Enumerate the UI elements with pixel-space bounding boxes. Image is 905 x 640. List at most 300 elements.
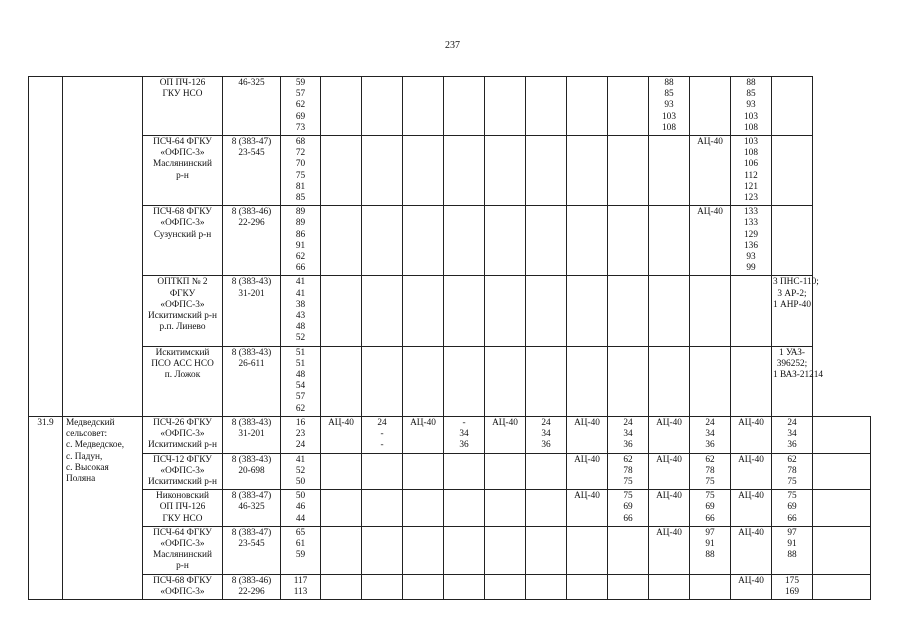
phone-cell-line: 8 (383-47) (231, 527, 272, 538)
resource-cell (567, 206, 608, 276)
row-number-cell (29, 77, 63, 417)
unit-name-cell-line: ФГКУ (169, 288, 196, 299)
phone-cell-line: 8 (383-47) (231, 491, 272, 502)
resource-cell (649, 77, 690, 136)
phone-cell-line: 22-296 (238, 218, 265, 229)
resource-cell-line: АЦ-40 (574, 491, 600, 502)
phone-cell (223, 276, 281, 346)
resource-cell (813, 416, 871, 453)
distance-cell-line: 86 (295, 229, 306, 240)
equipment-cell-line: 3 ПНС-110; (773, 277, 819, 288)
distance-cell-line: 70 (295, 159, 306, 170)
distance-cell-line: 57 (295, 392, 306, 403)
resource-cell-line: 88 (705, 550, 715, 561)
unit-name-cell-line: Маслянинский (153, 159, 212, 170)
resource-cell (567, 346, 608, 416)
resource-cell-line: 24 (377, 417, 387, 428)
resource-cell-line: АЦ-40 (738, 454, 764, 465)
distance-cell-line: 44 (295, 513, 306, 524)
resource-cell (608, 276, 649, 346)
resource-cell-line: 36 (541, 440, 551, 451)
resource-cell (526, 574, 567, 599)
table-row (29, 416, 871, 453)
resource-cell-line: 36 (623, 440, 633, 451)
resource-cell (403, 490, 444, 527)
resource-cell (567, 574, 608, 599)
resource-cell (485, 526, 526, 574)
resource-cell-line: 24 (705, 417, 715, 428)
resource-cell (321, 526, 362, 574)
resource-cell (526, 416, 567, 453)
distance-cell-line: 57 (295, 89, 306, 100)
resource-cell (485, 346, 526, 416)
resource-cell-line: АЦ-40 (574, 454, 600, 465)
resource-cell-line: АЦ-40 (738, 491, 764, 502)
resource-cell-line: 106 (744, 159, 758, 170)
resource-cell (731, 77, 772, 136)
resource-cell-line: 75 (623, 476, 633, 487)
phone-cell-line: 26-611 (238, 358, 265, 369)
resource-cell-line: 133 (744, 207, 758, 218)
resource-cell-line: АЦ-40 (492, 417, 518, 428)
resource-cell-line: АЦ-40 (738, 417, 764, 428)
equipment-cell (772, 136, 813, 206)
phone-cell-line: 31-201 (238, 288, 265, 299)
table-row (29, 136, 871, 206)
resource-cell-line: 136 (744, 240, 758, 251)
unit-name-cell-line: Маслянинский (153, 550, 212, 561)
resource-cell (362, 416, 403, 453)
distance-cell (281, 490, 321, 527)
unit-name-cell-line: ГКУ НСО (162, 513, 203, 524)
unit-name-cell-line: ПСО АСС НСО (151, 358, 214, 369)
resource-cell (485, 136, 526, 206)
distance-cell (281, 346, 321, 416)
unit-name-cell-line: р-н (176, 170, 189, 181)
unit-name-cell-line: ПСЧ-26 ФГКУ (153, 417, 212, 428)
distance-cell-line: 62 (295, 403, 306, 414)
resource-cell (403, 276, 444, 346)
resource-cell (772, 574, 813, 599)
resource-cell-line: 34 (705, 429, 715, 440)
resource-cell (731, 206, 772, 276)
fire-units-table (28, 76, 871, 600)
resource-cell (772, 453, 813, 490)
resource-cell (321, 490, 362, 527)
distance-cell-line: 117 (293, 575, 308, 586)
distance-cell-line: 89 (295, 207, 306, 218)
resource-cell-line: 97 (787, 527, 797, 538)
distance-cell-line: 51 (295, 358, 306, 369)
unit-name-cell (143, 574, 223, 599)
resource-cell (608, 77, 649, 136)
distance-cell-line: 50 (295, 476, 306, 487)
resource-cell-line: 75 (705, 491, 715, 502)
resource-cell (731, 416, 772, 453)
resource-cell (403, 136, 444, 206)
distance-cell-line: 69 (295, 111, 306, 122)
resource-cell-line: 88 (787, 550, 797, 561)
resource-cell-line: 108 (662, 122, 676, 133)
resource-cell (567, 453, 608, 490)
resource-cell-line: 75 (623, 491, 633, 502)
resource-cell (608, 526, 649, 574)
distance-cell-line: 46 (295, 502, 306, 513)
unit-name-cell (143, 416, 223, 453)
table-row (29, 346, 871, 416)
resource-cell (731, 574, 772, 599)
resource-cell-line: - (380, 429, 384, 440)
phone-cell-line: 8 (383-43) (231, 417, 272, 428)
unit-name-cell-line: «ОФПС-3» (160, 218, 205, 229)
resource-cell-line: 78 (705, 465, 715, 476)
resource-cell (649, 346, 690, 416)
phone-cell-line: 20-698 (238, 465, 265, 476)
resource-cell (649, 526, 690, 574)
unit-name-cell-line: ПСЧ-12 ФГКУ (153, 454, 212, 465)
equipment-cell-line: 1 АНР-40 (773, 299, 811, 310)
resource-cell (444, 77, 485, 136)
settlement-cell-line: с. Падун, (66, 451, 103, 462)
phone-cell-line: 8 (383-43) (231, 347, 272, 358)
resource-cell-line: 123 (744, 193, 758, 204)
resource-cell (649, 574, 690, 599)
resource-cell (362, 276, 403, 346)
resource-cell (526, 206, 567, 276)
phone-cell (223, 136, 281, 206)
resource-cell (444, 490, 485, 527)
table-row (29, 526, 871, 574)
resource-cell (321, 346, 362, 416)
equipment-cell-line: 3 АР-2; (777, 288, 807, 299)
unit-name-cell-line: «ОФПС-3» (160, 538, 205, 549)
resource-cell-line: 103 (744, 111, 758, 122)
resource-cell (321, 453, 362, 490)
resource-cell (526, 346, 567, 416)
distance-cell-line: 62 (295, 252, 306, 263)
table-row (29, 490, 871, 527)
unit-name-cell-line: ПСЧ-68 ФГКУ (153, 575, 212, 586)
resource-cell-line: - (380, 440, 384, 451)
resource-cell (403, 416, 444, 453)
unit-name-cell (143, 77, 223, 136)
resource-cell (772, 490, 813, 527)
resource-cell (526, 77, 567, 136)
settlement-cell-line: Медведский (66, 417, 115, 428)
phone-cell-line: 46-325 (238, 78, 265, 88)
distance-cell-line: 48 (295, 370, 306, 381)
resource-cell-line: 75 (787, 476, 797, 487)
resource-cell (362, 206, 403, 276)
phone-cell (223, 453, 281, 490)
resource-cell (403, 526, 444, 574)
distance-cell-line: 113 (293, 586, 308, 597)
resource-cell-line: АЦ-40 (410, 417, 436, 428)
phone-cell-line: 46-325 (238, 502, 265, 513)
distance-cell-line: 52 (295, 465, 306, 476)
resource-cell-line: 91 (705, 538, 715, 549)
row-number-cell (29, 416, 63, 599)
phone-cell-line: 23-545 (238, 538, 265, 549)
distance-cell (281, 574, 321, 599)
resource-cell-line: 66 (623, 513, 633, 524)
phone-cell-line: 8 (383-43) (231, 277, 272, 288)
resource-cell (485, 574, 526, 599)
resource-cell (485, 490, 526, 527)
unit-name-cell-line: Никоновский (156, 491, 209, 502)
resource-cell (567, 276, 608, 346)
unit-name-cell (143, 136, 223, 206)
unit-name-cell (143, 526, 223, 574)
distance-cell (281, 416, 321, 453)
distance-cell-line: 61 (295, 538, 306, 549)
resource-cell-line: 62 (787, 454, 797, 465)
resource-cell-line: 34 (787, 429, 797, 440)
table-row (29, 77, 871, 136)
resource-cell-line: АЦ-40 (574, 417, 600, 428)
resource-cell-line: 69 (623, 502, 633, 513)
resource-cell-line: АЦ-40 (697, 207, 723, 218)
phone-cell (223, 77, 281, 136)
resource-cell (731, 346, 772, 416)
distance-cell-line: 24 (295, 440, 306, 451)
resource-cell (608, 136, 649, 206)
distance-cell-line: 51 (295, 347, 306, 358)
resource-cell-line: АЦ-40 (738, 575, 764, 586)
resource-cell (690, 77, 731, 136)
distance-cell-line: 85 (295, 193, 306, 204)
resource-cell-line: 75 (787, 491, 797, 502)
resource-cell (608, 206, 649, 276)
phone-cell (223, 416, 281, 453)
resource-cell-line: 75 (705, 476, 715, 487)
resource-cell-line: 93 (664, 100, 674, 111)
distance-cell (281, 276, 321, 346)
distance-cell-line: 65 (295, 527, 306, 538)
resource-cell (567, 490, 608, 527)
resource-cell (321, 77, 362, 136)
resource-cell (485, 453, 526, 490)
equipment-cell (772, 346, 824, 416)
equipment-cell-line: 1 УАЗ- (778, 347, 805, 358)
resource-cell (444, 526, 485, 574)
resource-cell (403, 77, 444, 136)
resource-cell-line: 24 (623, 417, 633, 428)
resource-cell-line: АЦ-40 (738, 527, 764, 538)
resource-cell (772, 416, 813, 453)
resource-cell (690, 574, 731, 599)
resource-cell (731, 526, 772, 574)
distance-cell-line: 50 (295, 491, 306, 502)
resource-cell (444, 206, 485, 276)
resource-cell-line: 169 (785, 586, 799, 597)
resource-cell-line: 93 (746, 252, 756, 263)
resource-cell (526, 526, 567, 574)
unit-name-cell-line: Искитимский р-н (148, 440, 217, 451)
resource-cell-line: 108 (744, 148, 758, 159)
resource-cell (813, 574, 871, 599)
table-row (29, 453, 871, 490)
unit-name-cell-line: «ОФПС-3» (160, 465, 205, 476)
resource-cell-line: 103 (744, 137, 758, 148)
settlement-cell (63, 77, 143, 417)
unit-name-cell-line: ОПТКП № 2 (157, 277, 208, 288)
unit-name-cell-line: «ОФПС-3» (160, 429, 205, 440)
unit-name-cell-line: Искитимский р-н (148, 311, 217, 322)
resource-cell (485, 206, 526, 276)
resource-cell-line: 62 (623, 454, 633, 465)
resource-cell-line: АЦ-40 (697, 137, 723, 148)
resource-cell-line: 62 (705, 454, 715, 465)
resource-cell-line: 103 (662, 111, 676, 122)
resource-cell (608, 574, 649, 599)
equipment-cell-line: 396252; (776, 358, 808, 369)
resource-cell (649, 453, 690, 490)
unit-name-cell-line: ОП ПЧ-126 (159, 502, 206, 513)
resource-cell-line: 93 (746, 100, 756, 111)
unit-name-cell-line: «ОФПС-3» (160, 586, 205, 597)
resource-cell-line: 85 (664, 89, 674, 100)
distance-cell-line: 48 (295, 322, 306, 333)
distance-cell-line: 43 (295, 311, 306, 322)
resource-cell-line: 24 (787, 417, 797, 428)
distance-cell-line: 75 (295, 170, 306, 181)
resource-cell (608, 416, 649, 453)
distance-cell-line: 41 (295, 277, 306, 288)
resource-cell (813, 490, 871, 527)
settlement-cell-line: Поляна (66, 473, 96, 484)
resource-cell-line: 112 (744, 170, 758, 181)
resource-cell (362, 453, 403, 490)
resource-cell (526, 136, 567, 206)
resource-cell (362, 526, 403, 574)
resource-cell-line: АЦ-40 (656, 417, 682, 428)
resource-cell (690, 453, 731, 490)
distance-cell-line: 89 (295, 218, 306, 229)
unit-name-cell-line: Сузунский р-н (153, 229, 212, 240)
phone-cell-line: 22-296 (238, 586, 265, 597)
phone-cell (223, 346, 281, 416)
distance-cell-line: 81 (295, 181, 306, 192)
distance-cell-line: 59 (295, 78, 306, 88)
resource-cell (731, 490, 772, 527)
resource-cell-line: 34 (459, 429, 469, 440)
equipment-cell (772, 206, 813, 276)
resource-cell-line: 24 (541, 417, 551, 428)
resource-cell (444, 276, 485, 346)
resource-cell (690, 526, 731, 574)
page-number: 237 (445, 40, 460, 51)
phone-cell (223, 206, 281, 276)
resource-cell-line: 97 (705, 527, 715, 538)
resource-cell-line: АЦ-40 (656, 454, 682, 465)
resource-cell-line: АЦ-40 (328, 417, 354, 428)
settlement-cell-line: сельсовет: (66, 429, 108, 440)
phone-cell (223, 490, 281, 527)
resource-cell-line: 91 (787, 538, 797, 549)
resource-cell (526, 453, 567, 490)
settlement-cell-line: с. Медведское, (66, 440, 125, 451)
unit-name-cell (143, 346, 223, 416)
unit-name-cell-line: п. Ложок (164, 370, 201, 381)
resource-cell (608, 453, 649, 490)
resource-cell (403, 206, 444, 276)
resource-cell-line: 78 (623, 465, 633, 476)
resource-cell-line: 108 (744, 122, 758, 133)
distance-cell (281, 77, 321, 136)
distance-cell-line: 41 (295, 288, 306, 299)
resource-cell-line: 69 (787, 502, 797, 513)
resource-cell-line: 85 (746, 89, 756, 100)
resource-cell (690, 346, 731, 416)
resource-cell (321, 206, 362, 276)
unit-name-cell (143, 206, 223, 276)
resource-cell (731, 453, 772, 490)
distance-cell-line: 59 (295, 550, 306, 561)
resource-cell (813, 453, 871, 490)
unit-name-cell-line: ПСЧ-64 ФГКУ (153, 527, 212, 538)
equipment-cell-line: 1 ВАЗ-21214 (773, 370, 824, 381)
resource-cell-line: 88 (746, 78, 756, 88)
resource-cell-line: 66 (705, 513, 715, 524)
resource-cell (321, 416, 362, 453)
resource-cell (690, 136, 731, 206)
resource-cell-line: 88 (664, 78, 674, 88)
unit-name-cell-line: р.п. Линево (159, 322, 206, 333)
unit-name-cell-line: Искитимский р-н (148, 476, 217, 487)
resource-cell (321, 276, 362, 346)
equipment-cell (772, 77, 813, 136)
unit-name-cell-line: р-н (176, 561, 189, 572)
equipment-cell (772, 276, 819, 346)
resource-cell (485, 416, 526, 453)
resource-cell-line: 36 (787, 440, 797, 451)
resource-cell-line: 36 (459, 440, 469, 451)
phone-cell-line: 8 (383-46) (231, 575, 272, 586)
settlement-cell (63, 416, 143, 599)
resource-cell (362, 77, 403, 136)
distance-cell-line: 23 (295, 429, 306, 440)
resource-cell (444, 136, 485, 206)
distance-cell-line: 68 (295, 137, 306, 148)
resource-cell (690, 206, 731, 276)
resource-cell-line: 133 (744, 218, 758, 229)
resource-cell (731, 136, 772, 206)
distance-cell-line: 16 (295, 417, 306, 428)
distance-cell-line: 52 (295, 333, 306, 344)
resource-cell (362, 136, 403, 206)
distance-cell-line: 54 (295, 381, 306, 392)
row-number-cell-line: 31.9 (37, 417, 54, 428)
distance-cell (281, 136, 321, 206)
resource-cell-line: 175 (785, 575, 799, 586)
unit-name-cell-line: «ОФПС-3» (160, 299, 205, 310)
phone-cell-line: 8 (383-43) (231, 454, 272, 465)
unit-name-cell (143, 276, 223, 346)
resource-cell (690, 276, 731, 346)
resource-cell (362, 574, 403, 599)
resource-cell-line: 69 (705, 502, 715, 513)
resource-cell-line: - (462, 417, 466, 428)
resource-cell (403, 574, 444, 599)
settlement-cell-line: с. Высокая (66, 462, 109, 473)
resource-cell-line: АЦ-40 (656, 527, 682, 538)
unit-name-cell (143, 490, 223, 527)
resource-cell (362, 346, 403, 416)
unit-name-cell-line: ПСЧ-68 ФГКУ (153, 207, 212, 218)
resource-cell (567, 416, 608, 453)
distance-cell-line: 66 (295, 263, 306, 274)
